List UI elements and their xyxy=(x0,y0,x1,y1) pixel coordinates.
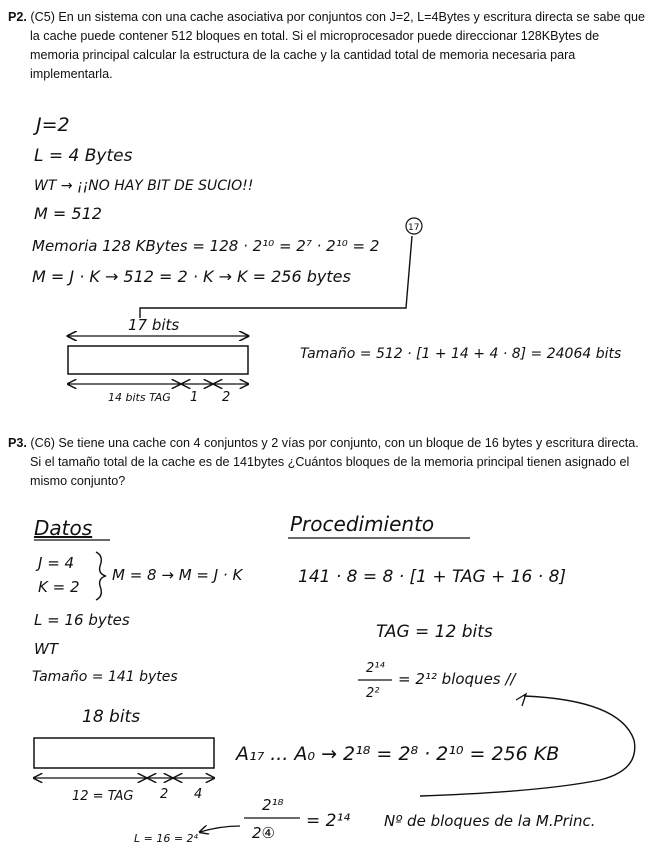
p3-datos-title: Datos xyxy=(34,516,93,540)
p3-bloques-num: 2¹⁴ xyxy=(366,661,385,676)
p3-eq1: 141 · 8 = 8 · [1 + TAG + 16 · 8] xyxy=(298,567,567,587)
p2-field-offset: 2 xyxy=(222,390,231,405)
p3-field-tag: 12 = TAG xyxy=(72,789,134,804)
p3-note-m: M = 8 → M = J · K xyxy=(112,566,243,584)
p3-note-l: L = 16 bytes xyxy=(34,611,130,629)
p3-frac-num: 2¹⁸ xyxy=(262,796,284,814)
p2-note-wt: WT → ¡¡NO HAY BIT DE SUCIO!! xyxy=(34,178,254,194)
p2-cache-address-box xyxy=(68,346,248,374)
p2-note-m: M = 512 xyxy=(34,204,102,223)
p2-field-tag: 14 bits TAG xyxy=(108,391,171,404)
p2-note-k: M = J · K → 512 = 2 · K → K = 256 bytes xyxy=(32,267,351,286)
p3-l-note: L = 16 = 2⁴ xyxy=(134,832,198,845)
p2-field-set: 1 xyxy=(190,390,199,405)
p2-note-j: J=2 xyxy=(36,114,70,136)
p3-proc-title: Procedimiento xyxy=(290,512,435,536)
problem-p3-text: (C6) Se tiene una cache con 4 conjuntos y 2 vías por conjunto, con un bloque de 16 bytes y escritura directa. Si el tamaño total de la cache es de 141bytes ¿Cuántos bloques de la memoria principal tienen asignado el mismo conjunto? xyxy=(30,436,639,488)
p3-l-note-arrow xyxy=(200,826,240,832)
p3-note-wt: WT xyxy=(34,640,58,658)
p3-cache-address-box xyxy=(34,738,214,768)
p2-tamano: Tamaño = 512 · [1 + 14 + 4 · 8] = 24064 bits xyxy=(300,346,622,362)
p3-field-set: 2 xyxy=(160,787,169,802)
problem-p3-number: P3. xyxy=(8,436,27,450)
p3-brace xyxy=(96,552,106,600)
p3-field-offset: 4 xyxy=(194,787,203,802)
p3-bloques-result: = 2¹² bloques // xyxy=(398,670,516,688)
p2-note-l: L = 4 Bytes xyxy=(34,146,133,166)
problem-p2-text: (C5) En un sistema con una cache asociativa por conjuntos con J=2, L=4Bytes y escritura directa se sabe que la cache puede contener 512 bloques en total. Si el microprocesador puede direccionar 128KBytes de memoria principal calcular la estructura de la cache y la cantidad total de memoria necesaria para implementarla. xyxy=(30,10,646,81)
p3-tag: TAG = 12 bits xyxy=(376,622,493,642)
p3-address-line: A₁₇ ... A₀ → 2¹⁸ = 2⁸ · 2¹⁰ = 256 KB xyxy=(236,743,560,765)
p2-note-memoria-exp: 17 xyxy=(408,223,420,233)
p3-frac-result: = 2¹⁴ xyxy=(306,811,351,831)
problem-p2-number: P2. xyxy=(8,10,27,24)
p2-note-memoria: Memoria 128 KBytes = 128 · 2¹⁰ = 2⁷ · 2¹⁰ = 2 xyxy=(32,237,380,255)
p3-total-bits-label: 18 bits xyxy=(82,707,141,727)
p2-total-bits-label: 17 bits xyxy=(128,316,180,334)
p3-frac-den: 2④ xyxy=(252,824,275,842)
p3-bloques-den: 2² xyxy=(366,686,380,701)
p3-note-k: K = 2 xyxy=(38,578,80,596)
p3-note-j: J = 4 xyxy=(38,554,75,572)
p3-conclusion: Nº de bloques de la M.Princ. xyxy=(384,812,596,830)
p3-note-tamano: Tamaño = 141 bytes xyxy=(32,669,178,685)
